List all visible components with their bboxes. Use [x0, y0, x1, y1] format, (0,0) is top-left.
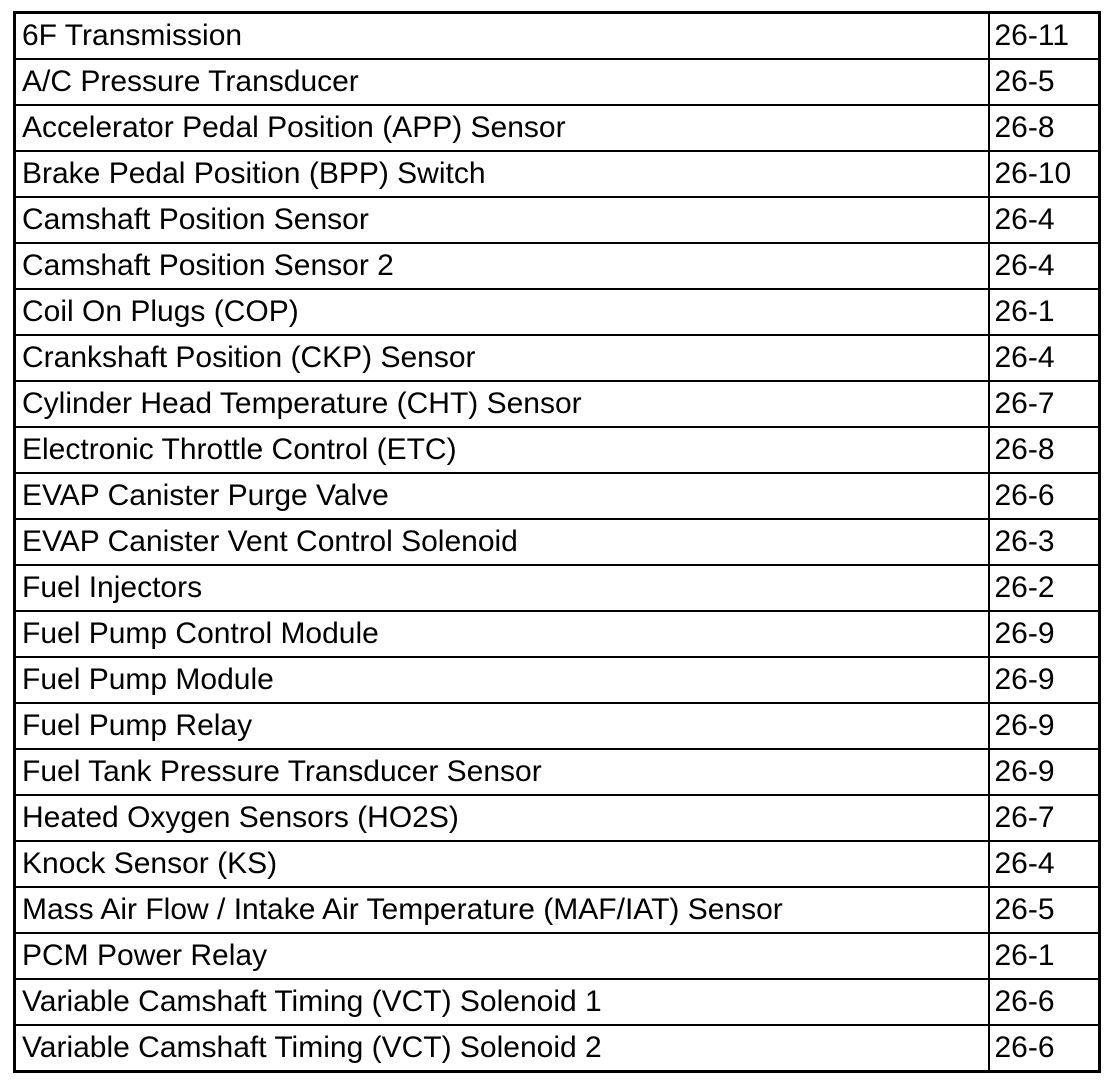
component-name-cell: Fuel Tank Pressure Transducer Sensor — [15, 749, 989, 795]
component-name-cell: Fuel Injectors — [15, 565, 989, 611]
page-reference-cell: 26-4 — [989, 841, 1100, 887]
table-row — [15, 381, 1100, 427]
page-reference-cell: 26-9 — [989, 703, 1100, 749]
table-row — [15, 657, 1100, 703]
component-location-table — [13, 11, 1101, 1073]
component-name-cell: Accelerator Pedal Position (APP) Sensor — [15, 105, 989, 151]
page-reference-cell: 26-8 — [989, 105, 1100, 151]
component-name-cell: Variable Camshaft Timing (VCT) Solenoid 2 — [15, 1025, 989, 1072]
component-name-cell: Fuel Pump Control Module — [15, 611, 989, 657]
component-name-cell: Knock Sensor (KS) — [15, 841, 989, 887]
page-reference-cell: 26-9 — [989, 657, 1100, 703]
component-name-cell: EVAP Canister Purge Valve — [15, 473, 989, 519]
table-row — [15, 151, 1100, 197]
table-row — [15, 427, 1100, 473]
page-reference-cell: 26-11 — [989, 13, 1100, 60]
page-reference-cell: 26-7 — [989, 381, 1100, 427]
page-reference-cell: 26-5 — [989, 887, 1100, 933]
table-row — [15, 887, 1100, 933]
component-name-cell: Fuel Pump Module — [15, 657, 989, 703]
table-row — [15, 335, 1100, 381]
page-reference-cell: 26-5 — [989, 59, 1100, 105]
page-reference-cell: 26-1 — [989, 933, 1100, 979]
component-name-cell: Coil On Plugs (COP) — [15, 289, 989, 335]
table-row — [15, 105, 1100, 151]
component-name-cell: EVAP Canister Vent Control Solenoid — [15, 519, 989, 565]
page-reference-cell: 26-10 — [989, 151, 1100, 197]
component-name-cell: Crankshaft Position (CKP) Sensor — [15, 335, 989, 381]
table-row — [15, 243, 1100, 289]
table-row — [15, 749, 1100, 795]
component-name-cell: Camshaft Position Sensor — [15, 197, 989, 243]
page-reference-cell: 26-3 — [989, 519, 1100, 565]
table-row — [15, 565, 1100, 611]
table-row — [15, 289, 1100, 335]
table-row — [15, 611, 1100, 657]
table-row — [15, 1025, 1100, 1072]
component-name-cell: Brake Pedal Position (BPP) Switch — [15, 151, 989, 197]
page-reference-cell: 26-1 — [989, 289, 1100, 335]
component-name-cell: Cylinder Head Temperature (CHT) Sensor — [15, 381, 989, 427]
component-name-cell: 6F Transmission — [15, 13, 989, 60]
component-name-cell: Electronic Throttle Control (ETC) — [15, 427, 989, 473]
table-row — [15, 841, 1100, 887]
table-row — [15, 703, 1100, 749]
table-body — [15, 13, 1100, 1072]
table-row — [15, 979, 1100, 1025]
table-row — [15, 933, 1100, 979]
component-name-cell: Camshaft Position Sensor 2 — [15, 243, 989, 289]
page-reference-cell: 26-6 — [989, 1025, 1100, 1072]
table-row — [15, 59, 1100, 105]
page-reference-cell: 26-6 — [989, 979, 1100, 1025]
table-row — [15, 13, 1100, 60]
page-reference-cell: 26-4 — [989, 335, 1100, 381]
page-reference-cell: 26-4 — [989, 243, 1100, 289]
page-reference-cell: 26-6 — [989, 473, 1100, 519]
page-reference-cell: 26-9 — [989, 749, 1100, 795]
table-row — [15, 519, 1100, 565]
component-name-cell: PCM Power Relay — [15, 933, 989, 979]
component-name-cell: Variable Camshaft Timing (VCT) Solenoid 1 — [15, 979, 989, 1025]
component-name-cell: Mass Air Flow / Intake Air Temperature (MAF/IAT) Sensor — [15, 887, 989, 933]
table-row — [15, 197, 1100, 243]
component-name-cell: A/C Pressure Transducer — [15, 59, 989, 105]
page-reference-cell: 26-8 — [989, 427, 1100, 473]
component-name-cell: Fuel Pump Relay — [15, 703, 989, 749]
page-reference-cell: 26-4 — [989, 197, 1100, 243]
table-row — [15, 473, 1100, 519]
page-reference-cell: 26-9 — [989, 611, 1100, 657]
component-name-cell: Heated Oxygen Sensors (HO2S) — [15, 795, 989, 841]
page-reference-cell: 26-7 — [989, 795, 1100, 841]
table-row — [15, 795, 1100, 841]
page-reference-cell: 26-2 — [989, 565, 1100, 611]
